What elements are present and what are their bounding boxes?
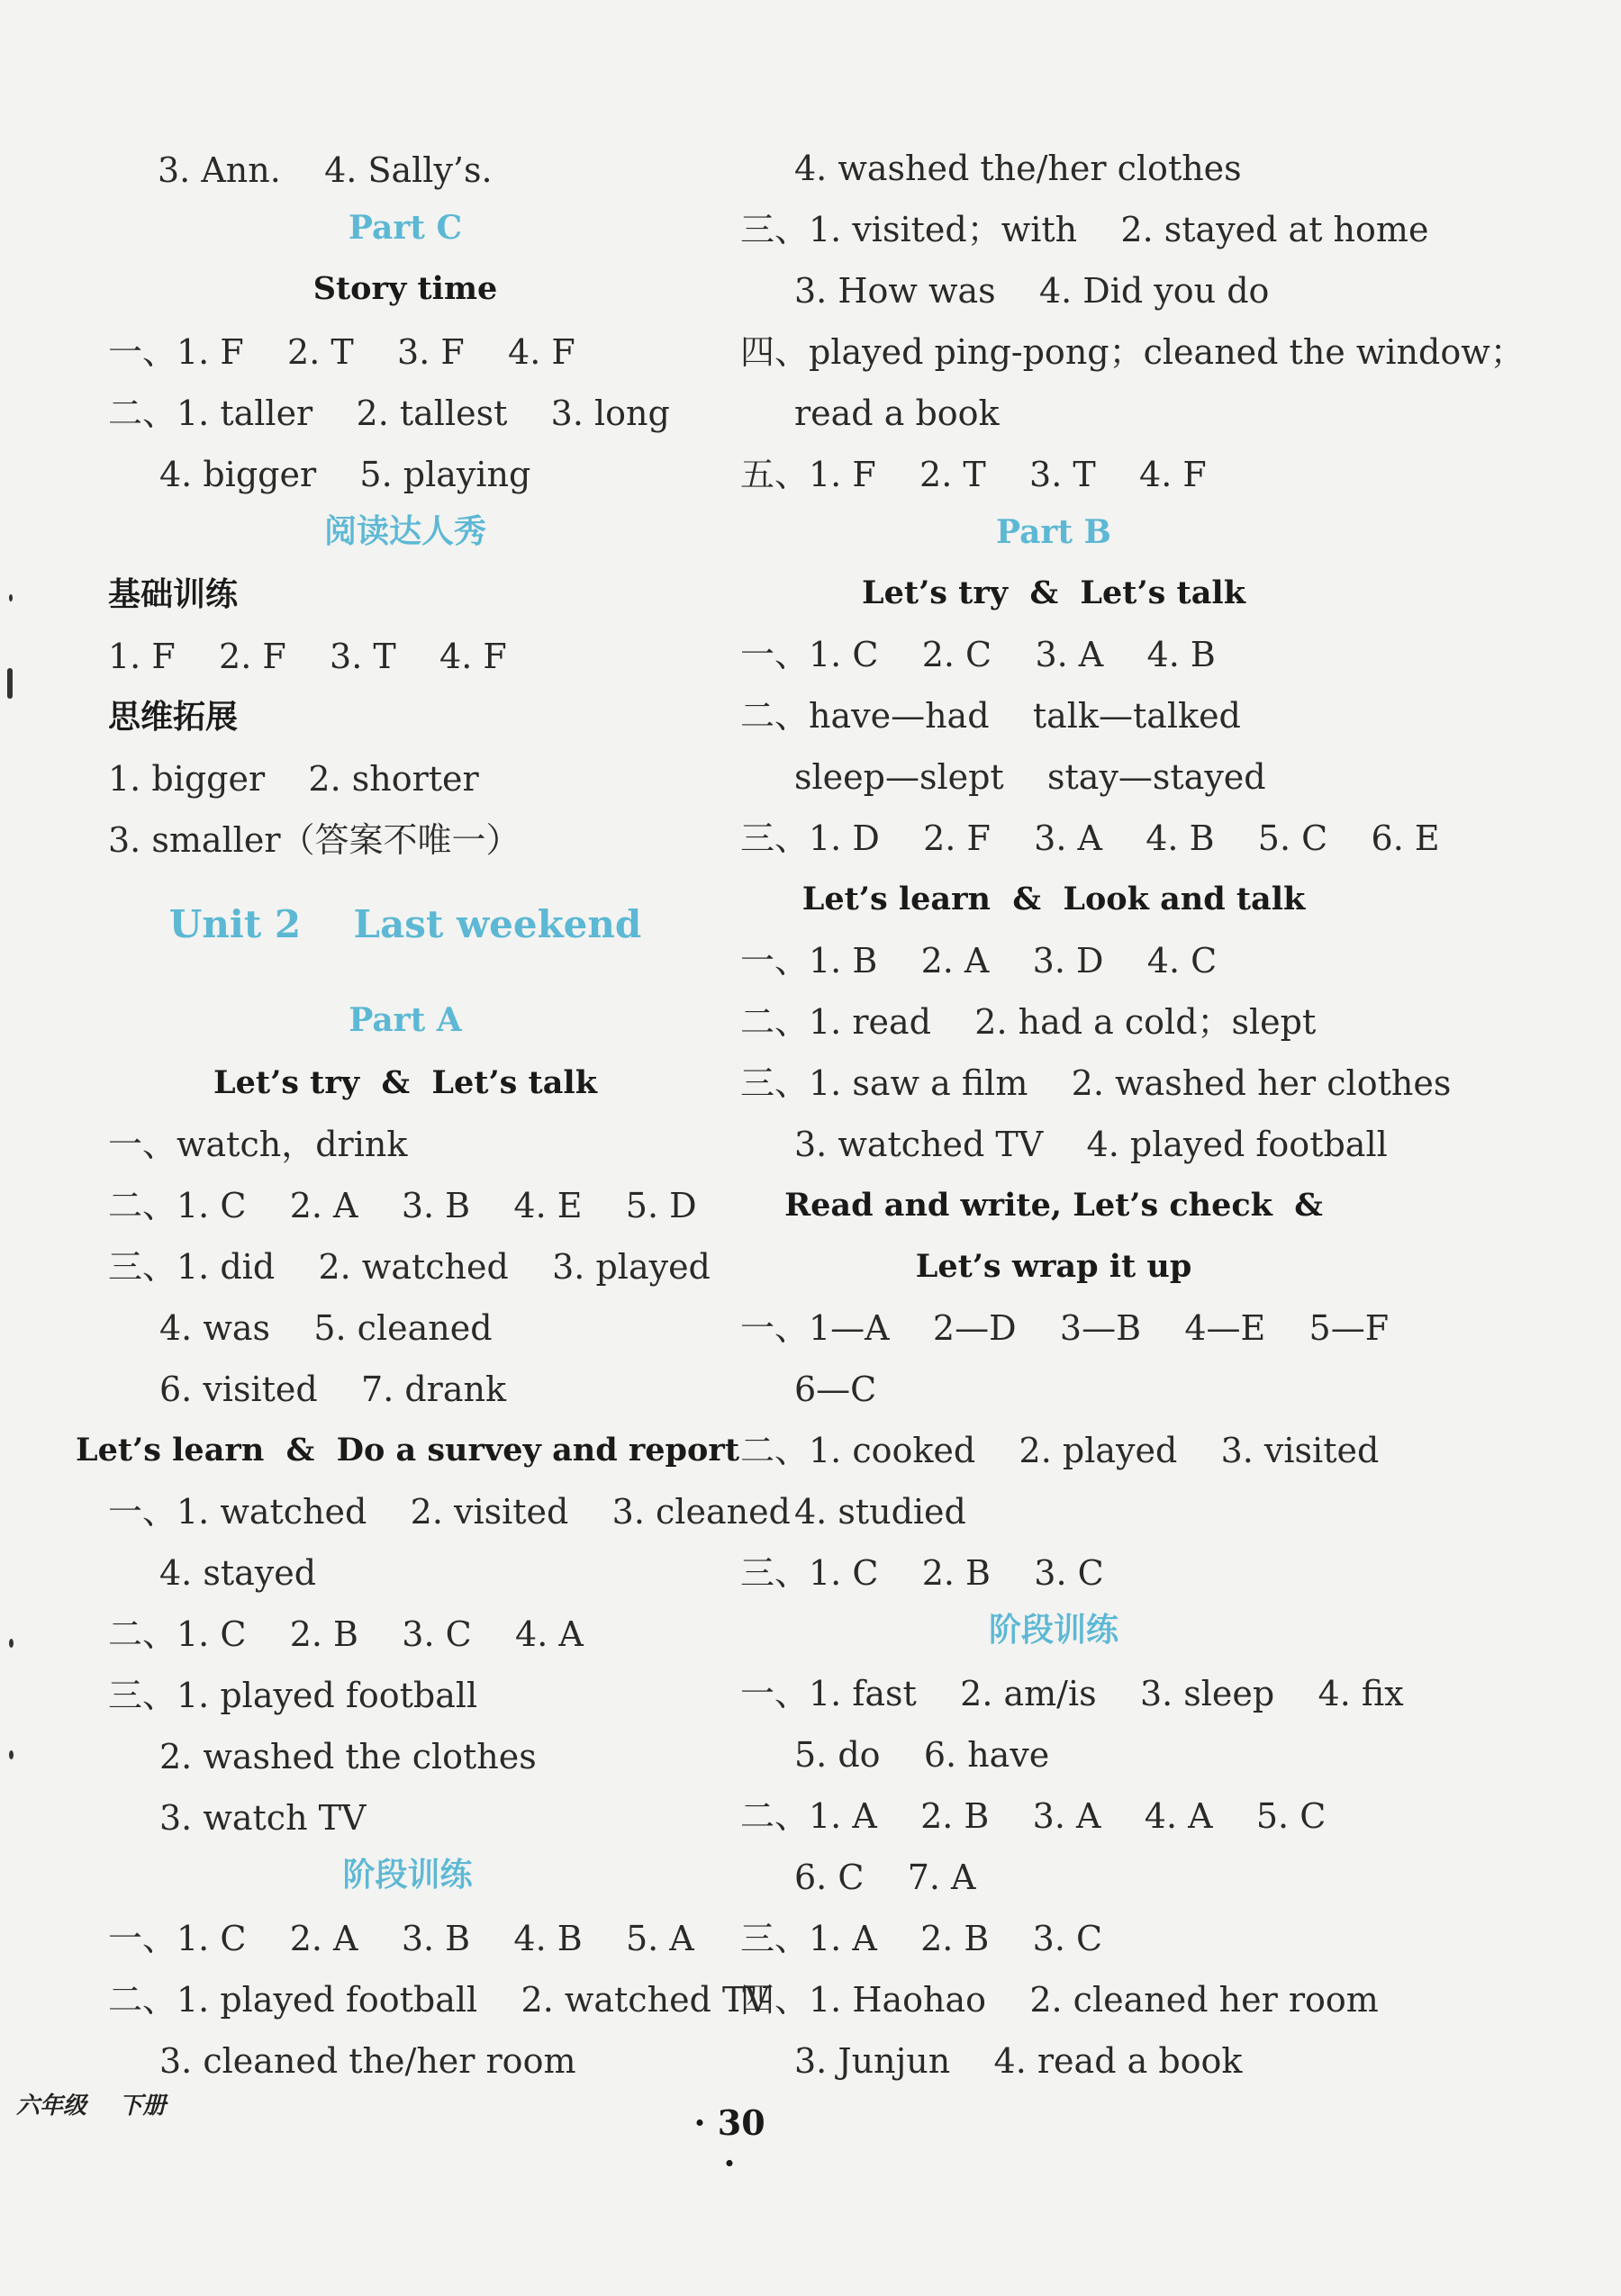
answer-line: 一、1. F 2. T 3. F 4. F [108, 332, 575, 372]
answer-line: 三、1. D 2. F 3. A 4. B 5. C 6. E [740, 818, 1440, 858]
answer-line: read a book [794, 393, 1000, 433]
section-heading: 阶段训练 [988, 1612, 1118, 1649]
section-heading: Part B [996, 513, 1111, 551]
answer-line: 3. Junjun 4. read a book [794, 2041, 1243, 2081]
subsection-heading: 思维拓展 [108, 699, 239, 736]
answer-line: 一、1. C 2. C 3. A 4. B [740, 635, 1216, 674]
section-heading: 阶段训练 [342, 1857, 473, 1894]
answer-line: 一、1. fast 2. am/is 3. sleep 4. fix [740, 1674, 1404, 1713]
answer-line: 三、1. played football [108, 1676, 478, 1715]
answer-line: 3. smaller（答案不唯一） [108, 820, 521, 860]
answer-line: 二、1. C 2. B 3. C 4. A [108, 1614, 584, 1654]
answer-line: 3. cleaned the/her room [159, 2041, 576, 2081]
answer-line: 3. watched TV 4. played football [794, 1125, 1388, 1164]
answer-line: 4. washed the/her clothes [794, 149, 1242, 188]
answer-line: sleep—slept stay—stayed [794, 757, 1266, 797]
page-number: · 30 · [693, 2102, 765, 2183]
answer-line: 6. C 7. A [794, 1858, 976, 1897]
answer-line: 6—C [794, 1369, 877, 1409]
subsection-heading: Let’s try & Let’s talk [213, 1064, 597, 1101]
answer-line: 1. bigger 2. shorter [108, 759, 479, 799]
answer-line: 二、1. played football 2. watched TV [108, 1980, 770, 2020]
grade-label: 六年级 下册 [16, 2093, 167, 2120]
answer-line: 二、have—had talk—talked [740, 696, 1241, 736]
answer-line: 四、played ping-pong；cleaned the window； [740, 332, 1525, 372]
subsection-heading: Let’s learn & Do a survey and report [76, 1432, 739, 1469]
answer-line: 1. F 2. F 3. T 4. F [108, 637, 507, 676]
answer-line: 一、1. C 2. A 3. B 4. B 5. A [108, 1919, 694, 1958]
answer-line: 二、1. read 2. had a cold；slept [740, 1002, 1317, 1042]
subsection-heading: Story time [312, 270, 498, 307]
answer-line: 一、1—A 2—D 3—B 4—E 5—F [740, 1308, 1390, 1348]
section-heading: 阅读达人秀 [323, 513, 486, 550]
answer-line: 三、1. did 2. watched 3. played [108, 1247, 711, 1287]
subsection-heading: Let’s try & Let’s talk [862, 574, 1245, 611]
answer-line: 四、1. Haohao 2. cleaned her room [740, 1980, 1379, 2020]
answer-line: 4. bigger 5. playing [159, 455, 531, 494]
answer-line: 3. Ann. 4. Sally’s. [158, 150, 493, 190]
answer-line: 三、1. A 2. B 3. C [740, 1919, 1103, 1958]
answer-line: 6. visited 7. drank [159, 1369, 506, 1409]
section-heading: Part C [348, 209, 463, 247]
answer-line: 二、1. taller 2. tallest 3. long [108, 393, 670, 433]
answer-line: 5. do 6. have [794, 1735, 1050, 1775]
subsection-heading: Let’s learn & Look and talk [801, 881, 1306, 917]
scan-mark [9, 1639, 14, 1648]
subsection-heading: Let’s wrap it up [915, 1248, 1192, 1285]
answer-line: 一、1. watched 2. visited 3. cleaned [108, 1492, 791, 1532]
answer-line: 一、watch，drink [108, 1125, 408, 1164]
answer-line: 二、1. A 2. B 3. A 4. A 5. C [740, 1796, 1327, 1836]
scan-mark [7, 668, 13, 699]
subsection-heading: Read and write, Let’s check & [784, 1187, 1323, 1224]
answer-line: 三、1. saw a film 2. washed her clothes [740, 1063, 1452, 1103]
scan-mark [9, 1750, 14, 1759]
answer-line: 二、1. C 2. A 3. B 4. E 5. D [108, 1186, 697, 1225]
answer-line: 3. watch TV [159, 1798, 367, 1838]
answer-line: 4. was 5. cleaned [159, 1308, 493, 1348]
answer-line: 2. washed the clothes [159, 1737, 537, 1776]
answer-line: 三、1. C 2. B 3. C [740, 1553, 1104, 1593]
answer-line: 4. studied [794, 1492, 966, 1532]
answer-line: 3. How was 4. Did you do [794, 271, 1270, 311]
scan-mark [9, 594, 13, 601]
answer-line: 一、1. B 2. A 3. D 4. C [740, 941, 1218, 981]
answer-line: 二、1. cooked 2. played 3. visited [740, 1431, 1380, 1470]
answer-line: 五、1. F 2. T 3. T 4. F [740, 455, 1207, 494]
section-heading: Part A [349, 1001, 462, 1039]
subsection-heading: 基础训练 [108, 576, 239, 613]
unit-title: Unit 2 Last weekend [168, 902, 642, 946]
answer-line: 三、1. visited；with 2. stayed at home [740, 210, 1429, 249]
answer-line: 4. stayed [159, 1553, 317, 1593]
